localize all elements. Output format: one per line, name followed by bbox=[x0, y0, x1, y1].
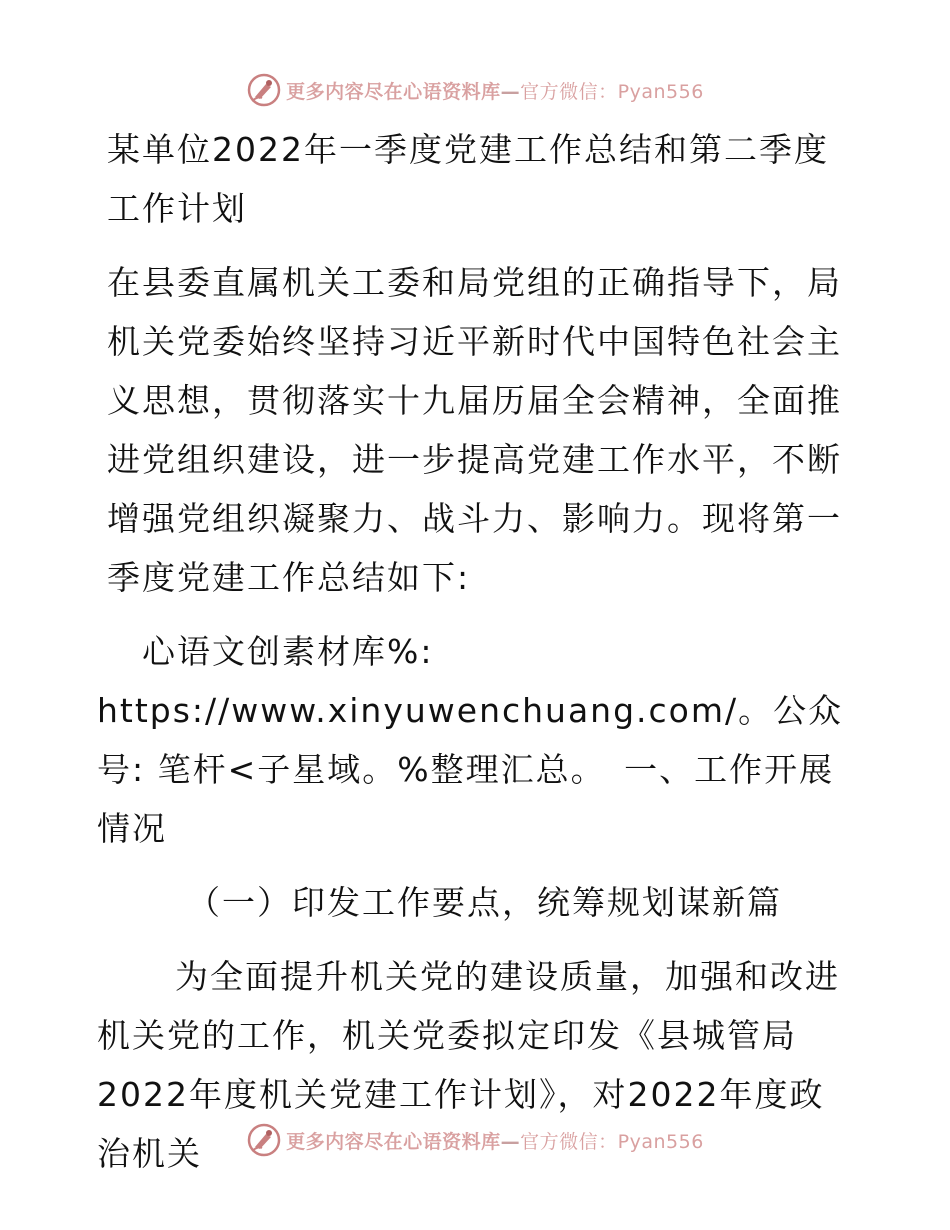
watermark-text: 更多内容尽在心语资料库—官方微信：Pyan556 bbox=[286, 80, 704, 103]
document-title: 某单位2022年一季度党建工作总结和第二季度工作计划 bbox=[107, 130, 829, 228]
pen-nib-logo-icon bbox=[246, 1122, 282, 1158]
section-body-paragraph: 为全面提升机关党的建设质量，加强和改进机关党的工作，机关党委拟定印发《县城管局2022年度机关党建工作计划》，对2022年度政治机关 bbox=[97, 957, 840, 1173]
header-watermark bbox=[0, 70, 950, 110]
watermark-text: 更多内容尽在心语资料库—官方微信：Pyan556 bbox=[286, 1130, 704, 1153]
section-heading: （一）印发工作要点，统筹规划谋新篇 bbox=[187, 883, 782, 922]
intro-paragraph: 在县委直属机关工委和局党组的正确指导下，局机关党委始终坚持习近平新时代中国特色社会主义思想，贯彻落实十九届历届全会精神，全面推进党组织建设，进一步提高党建工作水平，不断增强党组织凝聚力、战斗力、影响力。现将第一季度党建工作总结如下: bbox=[107, 263, 842, 597]
document-body bbox=[97, 120, 857, 1183]
footer-watermark bbox=[0, 1120, 950, 1160]
pen-nib-logo-icon bbox=[246, 72, 282, 108]
source-note-paragraph: 心语文创素材库%: https://www.xinyuwenchuang.com/。公众号: 笔杆<子星域。%整理汇总。 一、工作开展情况 bbox=[97, 632, 844, 848]
